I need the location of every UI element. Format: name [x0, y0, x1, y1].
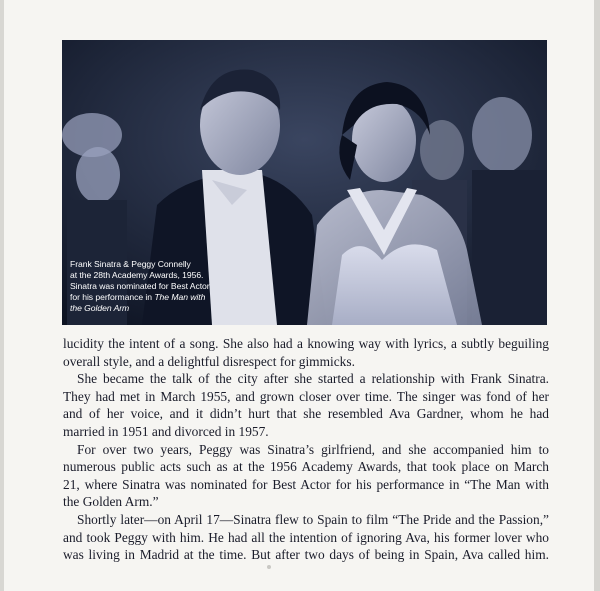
photo-caption [70, 259, 245, 314]
caption-line: at the 28th Academy Awards, 1956. [70, 270, 204, 280]
body-text [63, 335, 549, 564]
text-line: 21, where Sinatra was nominated for Best Actor for his performance in “The Man with [63, 476, 549, 492]
text-line: They had met in March 1955, and grown closer over time. The singer was fond of her [63, 388, 549, 404]
text-line: lucidity the intent of a song. She also had a knowing way with lyrics, a subtly beguiling [63, 336, 549, 351]
text-line: married in 1951 and divorced in 1957. [63, 423, 269, 439]
page-speck [267, 565, 271, 569]
text-line: overall style, and a delightful disrespect for gimmicks. [63, 353, 355, 369]
caption-line: Frank Sinatra & Peggy Connelly [70, 259, 191, 269]
paragraph-1 [63, 335, 549, 370]
text-line: numerous public acts such as at the 1956 Academy Awards, that took place on March [63, 459, 549, 475]
text-line: was living in Madrid at the time. But after two days of being in Spain, Ava called him. [63, 547, 549, 563]
text-line: and took Peggy with him. He had all the intention of ignoring Ava, his former lover who [63, 529, 549, 545]
text-line: For over two years, Peggy was Sinatra’s girlfriend, and she accompanied him to [77, 441, 549, 457]
caption-line [70, 303, 245, 314]
text-line: Shortly later—on April 17—Sinatra flew to Spain to film “The Pride and the Passion,” [77, 511, 549, 527]
paragraph-2 [63, 370, 549, 440]
caption-line: Sinatra was nominated for Best Actor [70, 281, 210, 291]
paragraph-4 [63, 511, 549, 564]
film-title-italic: The Man with [154, 292, 206, 302]
film-title-italic: the Golden Arm [70, 303, 130, 313]
paragraph-3 [63, 441, 549, 511]
caption-line [70, 292, 245, 303]
caption-line4-prefix: for his performance in [70, 292, 155, 302]
text-line: She became the talk of the city after she started a relationship with Frank Sinatra. [77, 371, 549, 387]
photo-sinatra-connelly [62, 40, 547, 325]
text-line: and of her voice, and it didn’t hurt that she resembled Ava Gardner, whom he had [63, 406, 549, 422]
text-line: the Golden Arm.” [63, 494, 159, 510]
